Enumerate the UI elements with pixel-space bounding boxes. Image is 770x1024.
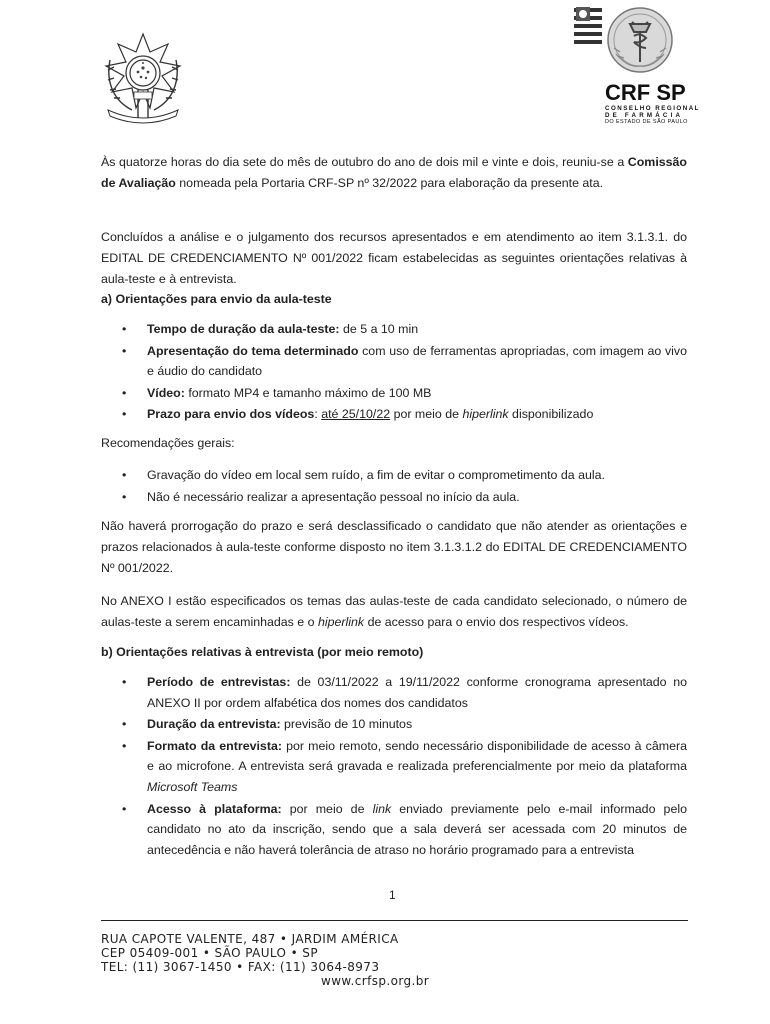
- item-text: Gravação do vídeo em local sem ruído, a fim de evitar o comprometimento da aula.: [147, 468, 605, 482]
- list-item: [101, 404, 687, 425]
- paragraph-anexo: [101, 591, 687, 633]
- item-italic: hiperlink: [462, 407, 509, 422]
- bullet-icon: •: [122, 738, 127, 753]
- item-label: Formato da entrevista:: [147, 738, 282, 753]
- item-text: Não é necessário realizar a apresentação pessoal no início da aula.: [147, 489, 520, 504]
- item-label: Período de entrevistas:: [147, 675, 291, 689]
- item-label: Duração da entrevista:: [147, 717, 281, 732]
- recommendations-title: Recomendações gerais:: [101, 436, 235, 450]
- list-item: [101, 465, 687, 486]
- item-text: previsão de 10 minutos: [280, 717, 413, 732]
- bullet-icon: •: [122, 407, 127, 422]
- heading-entrevista: b) Orientações relativas à entrevista (por meio remoto): [101, 645, 424, 659]
- item-italic: Microsoft Teams: [147, 779, 238, 794]
- item-text-end: enviado previamente pelo e-mail informado pelo candidato no ato da inscrição, sendo que a sala deverá ser acessada com 20 minutos de antecedência e não haverá tolerância de atraso no horário programado para a entrevista: [147, 801, 687, 857]
- bullet-icon: •: [122, 801, 127, 816]
- intro-text-b: nomeada pela Portaria CRF-SP nº 32/2022 para elaboração da presente ata.: [175, 176, 604, 190]
- deadline-date: até 25/10/22: [321, 407, 391, 422]
- logo-line-1: CONSELHO REGIONAL: [605, 105, 700, 112]
- committee-name: Comissão de Avaliação: [101, 155, 687, 190]
- item-text: de 03/11/2022 a 19/11/2022 conforme cronograma apresentado no ANEXO II por ordem alfabética dos nomes dos candidatos: [147, 675, 688, 710]
- bullet-icon: •: [122, 675, 127, 689]
- logo-wordmark: [605, 82, 686, 104]
- item-label: Tempo de duração da aula-teste:: [147, 322, 340, 336]
- list-entrevista: [101, 672, 687, 860]
- list-item: [101, 736, 687, 798]
- footer-address: RUA CAPOTE VALENTE, 487 • JARDIM AMÉRICA: [101, 932, 399, 946]
- item-text-end: disponibilizado: [508, 407, 594, 422]
- item-label: Prazo para envio dos vídeos: [147, 407, 315, 422]
- logo-crf-text: CRF: [605, 80, 651, 105]
- anexo-text-b: de acesso para o envio dos respectivos vídeos.: [364, 615, 629, 629]
- list-item: [101, 487, 687, 508]
- footer-cep: CEP 05409-001 • SÃO PAULO • SP: [101, 946, 318, 960]
- item-text: de 5 a 10 min: [339, 322, 419, 336]
- footer: [101, 932, 429, 988]
- item-text: formato MP4 e tamanho máximo de 100 MB: [184, 385, 432, 400]
- logo-sp-text: SP: [656, 80, 686, 105]
- item-text: por meio de: [281, 801, 373, 816]
- footer-website[interactable]: www.crfsp.org.br: [321, 974, 430, 988]
- list-item: [101, 319, 687, 340]
- bullet-icon: •: [122, 385, 127, 400]
- list-item: [101, 714, 687, 735]
- list-aula-teste: [101, 319, 687, 425]
- logo-subtitle: [605, 105, 700, 126]
- bullet-icon: •: [122, 717, 127, 732]
- footer-phones: TEL: (11) 3067-1450 • FAX: (11) 3064-8973: [101, 960, 380, 974]
- logo-line-3: DO ESTADO DE SÃO PAULO: [605, 119, 688, 125]
- item-text: com uso de ferramentas apropriadas, com imagem ao vivo e áudio do candidato: [147, 343, 688, 379]
- list-item: [101, 672, 687, 713]
- item-separator: :: [314, 407, 322, 422]
- list-item: [101, 341, 687, 382]
- bullet-icon: •: [122, 343, 127, 358]
- page-number: 1: [389, 888, 396, 902]
- bullet-icon: •: [122, 468, 127, 482]
- anexo-text-a: No ANEXO I estão especificados os temas das aulas-teste de cada candidato selecionado, o número de aulas-teste a serem encaminhadas e o: [101, 594, 687, 629]
- item-label: Vídeo:: [147, 385, 185, 400]
- brazil-coat-of-arms-icon: [98, 30, 188, 126]
- item-label: Acesso à plataforma:: [147, 801, 282, 816]
- anexo-italic: hiperlink: [317, 615, 365, 629]
- paragraph-intro: [101, 152, 687, 194]
- list-item: [101, 383, 687, 404]
- item-text: por meio remoto, sendo necessário disponibilidade de acesso à câmera e ao microfone. A entrevista será gravada e realizada preferencialmente por meio da plataforma: [147, 738, 687, 774]
- footer-divider: [101, 920, 688, 921]
- intro-text-a: Às quatorze horas do dia sete do mês de outubro do ano de dois mil e vinte e dois, reuniu-se a: [101, 155, 628, 169]
- list-recommendations: [101, 465, 687, 507]
- item-italic: link: [372, 801, 392, 816]
- paragraph-conclusion: Concluídos a análise e o julgamento dos recursos apresentados e em atendimento ao item 3.1.3.1. do EDITAL DE CREDENCIAMENTO Nº 001/2022 ficam estabelecidas as seguintes orientações relativas à aula-teste e à entrevista.: [101, 230, 687, 286]
- item-label: Apresentação do tema determinado: [147, 343, 359, 358]
- list-item: [101, 799, 687, 861]
- bullet-icon: •: [122, 489, 127, 504]
- heading-aula-teste: a) Orientações para envio da aula-teste: [101, 292, 332, 306]
- bullet-icon: •: [122, 322, 127, 336]
- paragraph-no-extension: Não haverá prorrogação do prazo e será desclassificado o candidato que não atender as orientações e prazos relacionados à aula-teste conforme disposto no item 3.1.3.1.2 do EDITAL DE CREDENCIAMENTO Nº 001/2022.: [101, 519, 687, 575]
- logo-line-2: DE FARMÁCIA: [605, 112, 684, 119]
- item-text: por meio de: [390, 407, 463, 422]
